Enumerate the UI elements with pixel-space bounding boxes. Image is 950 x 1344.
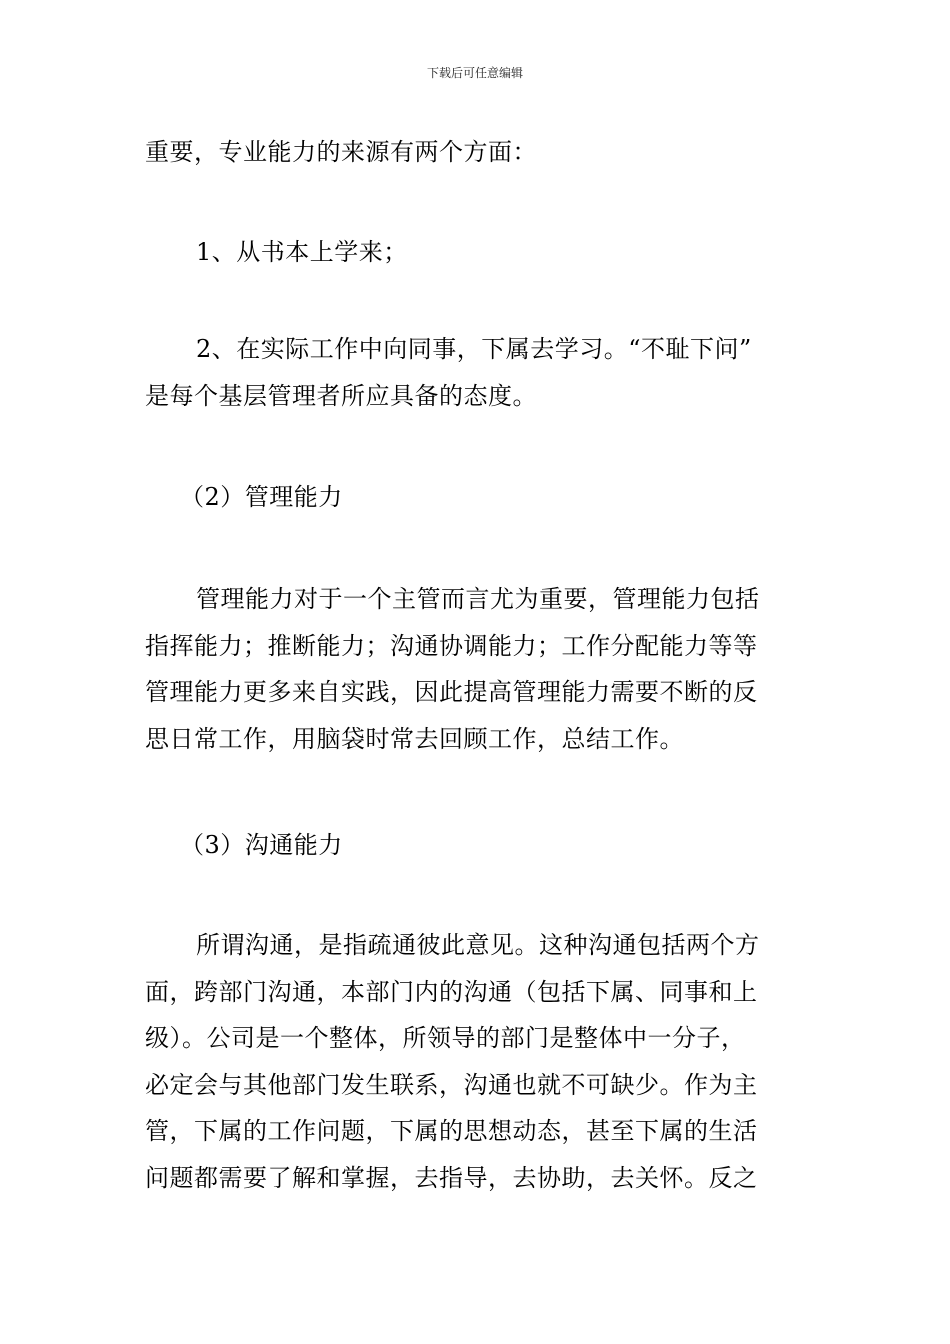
text-line: 所谓沟通，是指疏通彼此意见。这种沟通包括两个方 [196, 931, 760, 959]
text-line: 管理能力更多来自实践，因此提高管理能力需要不断的反 [145, 678, 758, 706]
text-line: 必定会与其他部门发生联系，沟通也就不可缺少。作为主 [145, 1070, 758, 1099]
text-line: 2、在实际工作中向同事，下属去学习。“不耻下问” [196, 335, 752, 363]
text-line: 重要，专业能力的来源有两个方面： [145, 138, 537, 166]
page-header: 下载后可任意编辑 [426, 66, 523, 80]
paragraph-communication [145, 922, 810, 1201]
text-line: 面，跨部门沟通，本部门内的沟通（包括下属、同事和上 [145, 977, 758, 1006]
text-line: 1、从书本上学来； [196, 238, 408, 266]
text-line: 管，下属的工作问题，下属的思想动态，甚至下属的生活 [145, 1117, 758, 1145]
text-line: 思日常工作，用脑袋时常去回顾工作，总结工作。 [145, 724, 684, 753]
text-line: 问题都需要了解和掌握，去指导，去协助，去关怀。反之 [145, 1163, 758, 1192]
text-line: 是每个基层管理者所应具备的态度。 [145, 381, 537, 410]
section-heading-management [145, 474, 810, 521]
text-line: 级）。公司是一个整体，所领导的部门是整体中一分子， [145, 1024, 746, 1052]
list-item-2 [145, 326, 810, 419]
paragraph-continuation [145, 129, 810, 176]
text-line: （3）沟通能力 [180, 831, 343, 859]
text-line: （2）管理能力 [180, 483, 343, 511]
list-item-1 [145, 229, 810, 276]
paragraph-management [145, 576, 810, 762]
text-line: 管理能力对于一个主管而言尤为重要，管理能力包括 [196, 585, 760, 613]
section-heading-communication [145, 822, 810, 869]
text-line: 指挥能力；推断能力；沟通协调能力；工作分配能力等等 [145, 631, 758, 660]
